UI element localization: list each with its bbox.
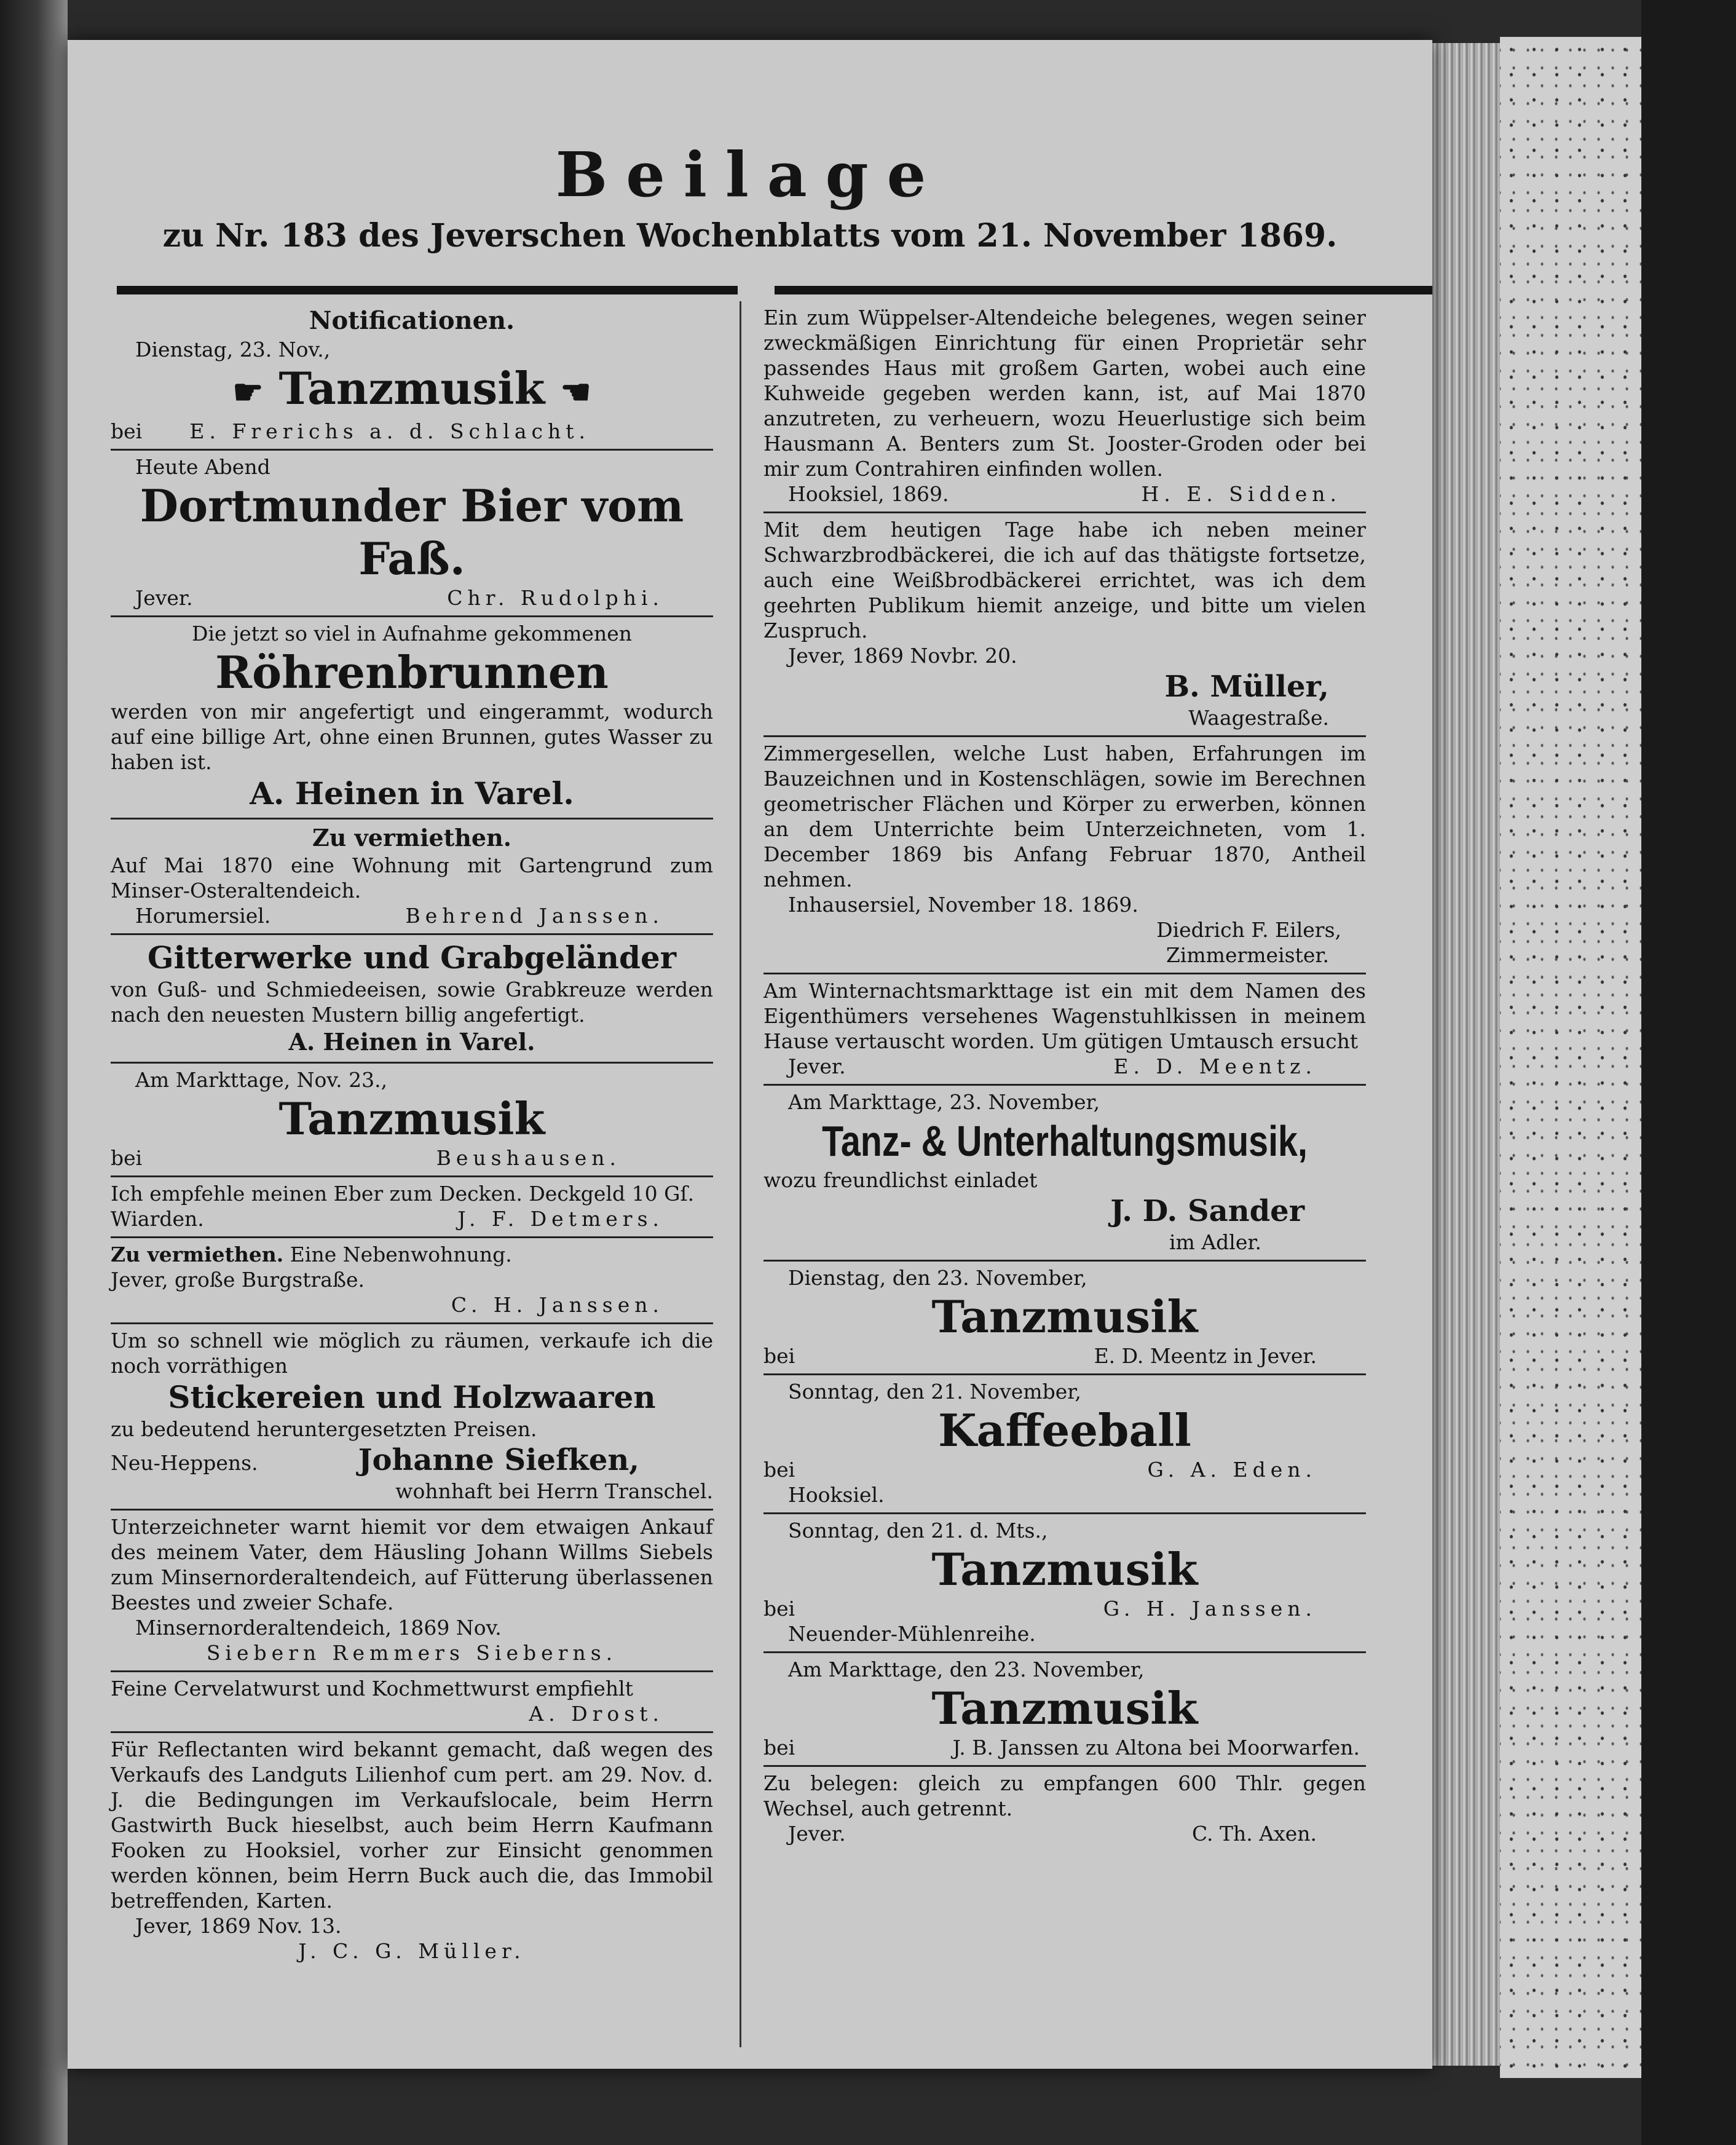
ad-place: Horumersiel. — [135, 904, 271, 928]
ad-date: Sonntag, den 21. November, — [788, 1380, 1081, 1404]
ad-name: J. B. Janssen zu Altona bei Moorwarfen. — [952, 1736, 1360, 1760]
ad-nebenwohnung — [111, 1238, 713, 1324]
ad-text: Ich empfehle meinen Eber zum Decken. Deckgeld 10 Gſ. — [111, 1182, 695, 1206]
ad-signature-note: Waagestraße. — [1188, 706, 1329, 730]
ad-place: Jever, 1869 Novbr. 20. — [788, 644, 1017, 668]
ad-place: Hooksiel. — [788, 1483, 885, 1507]
pointing-hand-right-icon: ☛ — [232, 372, 264, 413]
ad-gitterwerke — [111, 935, 713, 1064]
ad-title-text: Tanzmusik — [278, 362, 545, 414]
ad-text: Um so schnell wie möglich zu räumen, verkaufe ich die noch vorräthigen — [111, 1329, 713, 1378]
right-column — [763, 301, 1366, 1851]
ad-date: Am Markttage, 23. November, — [788, 1090, 1100, 1114]
ad-byline — [111, 419, 713, 444]
ad-byline — [111, 1206, 713, 1231]
ad-title: Gitterwerke und Grabgeländer — [147, 939, 677, 976]
ad-name: E. D. Meentz in Jever. — [1094, 1344, 1317, 1368]
ad-place: Inhausersiel, November 18. 1869. — [788, 893, 1138, 917]
ad-title-rest: Eine Nebenwohnung. — [290, 1242, 512, 1266]
ad-text: Mit dem heutigen Tage habe ich neben meiner Schwarzbrodbäckerei, die ich auf das thätigste fortsetze, auch eine Weißbrodbäckerei errichtet, was ich dem geehrten Publikum hiemit anzeige, und bitte um vielen Zuspruch. — [763, 518, 1366, 642]
bei-label: bei — [763, 1344, 795, 1368]
ad-title: Röhrenbrunnen — [215, 646, 609, 698]
ad-name: E. Frerichs a. d. Schlacht. — [189, 419, 590, 443]
ad-place: Neuender-Mühlenreihe. — [788, 1622, 1036, 1646]
ad-date: Am Markttage, den 23. November, — [788, 1657, 1145, 1681]
ad-byline — [763, 1457, 1366, 1482]
ad-tanzmusik-frerichs — [111, 301, 713, 451]
bei-label: bei — [111, 419, 143, 443]
masthead-title: Beilage — [555, 138, 945, 211]
ad-text: Zimmergesellen, welche Lust haben, Erfahrungen im Bauzeichnen und in Kostenschlägen, sowie im Berechnen geometrischer Flächen und Körper zu erwerben, können an dem Unterrichte beim Unterzeichneten, vom 1. December 1869 bis Anfang Februar 1870, Antheil nehmen. — [763, 741, 1366, 891]
ad-place: Jever. — [788, 1822, 846, 1846]
ad-byline — [763, 1054, 1366, 1079]
ad-name: Siebern Remmers Sieberns. — [206, 1641, 618, 1665]
ad-cervelatwurst — [111, 1672, 713, 1733]
ad-byline — [763, 1596, 1366, 1621]
ad-lilienhof — [111, 1733, 713, 1969]
ad-text: Unterzeichneter warnt hiemit vor dem etwaigen Ankauf des meinem Vater, dem Häusling Johann Willms Siebels zum Minsernorderaltendeich, auf Fütterung überlassenen Beestes und zweier Schafe. — [111, 1515, 713, 1614]
ad-unterhaltungsmusik — [763, 1086, 1366, 1262]
ad-tanzmusik-meentz — [763, 1262, 1366, 1375]
ad-text: Für Reflectanten wird bekannt gemacht, daß wegen des Verkaufs des Landguts Lilienhof cum pert. am 29. Nov. d. J. die Bedingungen im Verkaufslocale, beim Herrn Gastwirth Buck hieselbst, auch beim Herrn Kaufmann Fooken zu Hooksiel, vorher zur Einsicht genommen werden können, beim Herrn Buck auch die, das Immobil betreffenden, Karten. — [111, 1737, 713, 1913]
ad-byline — [763, 1343, 1366, 1369]
ad-name: Chr. Rudolphi. — [447, 586, 664, 610]
ad-title: Kaffeeball — [938, 1404, 1191, 1456]
ad-stickereien — [111, 1324, 713, 1511]
ad-name: H. E. Sidden. — [1141, 482, 1341, 506]
ad-name: G. A. Eden. — [1147, 1458, 1317, 1482]
book-speckled-edge — [1500, 37, 1641, 2078]
left-column — [111, 301, 713, 1969]
bei-label: bei — [763, 1597, 795, 1621]
left-binding-edge — [0, 0, 68, 2145]
ad-tanzmusik-altona — [763, 1653, 1366, 1767]
ad-signature-note: wohnhaft bei Herrn Transchel. — [395, 1479, 713, 1503]
ad-place: Jever, 1869 Nov. 13. — [135, 1914, 342, 1938]
ad-text2: zu bedeutend heruntergesetzten Preisen. — [111, 1417, 537, 1441]
ad-place: Jever. — [135, 586, 193, 610]
newspaper-page — [68, 40, 1432, 2069]
ad-byline — [111, 1442, 713, 1479]
ad-title: Zu vermiethen. — [312, 824, 511, 851]
ad-zu-vermiethen-janssen — [111, 820, 713, 935]
section-header: Notificationen. — [309, 306, 515, 335]
ad-date: Sonntag, den 21. d. Mts., — [788, 1519, 1048, 1543]
pointing-hand-left-icon: ☚ — [560, 372, 591, 413]
ad-place: Hooksiel, 1869. — [788, 482, 949, 506]
ad-text: Ein zum Wüppelser-Altendeiche belegenes, wegen seiner zweckmäßigen Einrichtung für einen Proprietär sehr passendes Haus mit großem Garten, wobei auch eine Kuhweide gegeben werden kann, ist, auf Mai 1870 anzutreten, zu verheuern, wozu Heuerlustige sich beim Hausmann A. Benters zum St. Jooster-Groden oder bei mir zum Contrahiren einfinden wollen. — [763, 306, 1366, 481]
ad-haus-wueppels — [763, 301, 1366, 513]
ad-signature: Diedrich F. Eilers, — [1156, 918, 1341, 942]
ad-name: C. Th. Axen. — [1191, 1822, 1317, 1846]
ad-name: J. F. Detmers. — [457, 1207, 664, 1231]
ad-byline — [763, 1735, 1366, 1760]
ad-name: A. Drost. — [529, 1702, 664, 1726]
ad-signature: J. D. Sander — [1110, 1194, 1304, 1228]
bei-label: bei — [763, 1736, 795, 1760]
ad-signature: Johanne Siefken, — [358, 1443, 639, 1477]
ad-name: E. D. Meentz. — [1113, 1054, 1317, 1078]
ad-zu-belegen — [763, 1767, 1366, 1851]
bei-label: bei — [111, 1146, 143, 1170]
ad-date: Dienstag, 23. Nov., — [135, 338, 331, 361]
ad-signature-note: im Adler. — [1169, 1230, 1261, 1254]
ad-tanzmusik-janssen — [763, 1514, 1366, 1653]
ad-title: Stickereien und Holzwaaren — [168, 1379, 656, 1415]
masthead — [68, 138, 1432, 255]
ad-byline — [111, 1145, 713, 1171]
ad-dortmunder-bier — [111, 451, 713, 617]
ad-intro: Heute Abend — [135, 455, 270, 479]
ad-name: C. H. Janssen. — [451, 1293, 664, 1317]
ad-byline — [763, 481, 1366, 507]
ad-title: Dortmunder Bier vom Faß. — [140, 480, 684, 585]
ad-date: Dienstag, den 23. November, — [788, 1266, 1087, 1290]
ad-place: Neu-Heppens. — [111, 1451, 258, 1475]
ad-name: Beushausen. — [436, 1146, 621, 1170]
ad-text: Auf Mai 1870 eine Wohnung mit Gartengrund zum Minser-Osteraltendeich. — [111, 853, 713, 903]
ad-title: Tanzmusik — [931, 1682, 1198, 1734]
ad-title: Tanzmusik — [931, 1290, 1198, 1343]
ad-wagenstuhlkissen — [763, 974, 1366, 1086]
ad-signature-note: Zimmermeister. — [1166, 943, 1329, 967]
ad-tanzmusik-beushausen — [111, 1064, 713, 1177]
ad-title: Zu vermiethen. — [111, 1242, 284, 1266]
ad-title-line — [111, 1242, 512, 1266]
ad-byline — [111, 585, 713, 610]
ad-title: Tanzmusik — [931, 1543, 1198, 1595]
ad-kaffeeball — [763, 1375, 1366, 1514]
ad-name: G. H. Janssen. — [1103, 1597, 1317, 1621]
ad-place: Jever. — [788, 1054, 846, 1078]
ad-eber — [111, 1177, 713, 1238]
ad-warnung-siebels — [111, 1511, 713, 1672]
ad-text: wozu freundlichst einladet — [763, 1168, 1038, 1192]
ad-intro: Die jetzt so viel in Aufnahme gekommenen — [191, 622, 632, 646]
header-rule-right — [775, 286, 1432, 294]
column-divider — [740, 301, 741, 2047]
right-background — [1641, 0, 1736, 2145]
ad-text: Zu belegen: gleich zu empfangen 600 Thlr. gegen Wechsel, auch getrennt. — [763, 1771, 1366, 1820]
ad-zimmergesellen — [763, 737, 1366, 974]
header-rule-left — [117, 286, 738, 294]
ad-text: Am Winternachtsmarkttage ist ein mit dem Namen des Eigenthümers versehenes Wagenstuhlkissen in meinem Hause vertauscht worden. Um gütigen Umtausch ersucht — [763, 979, 1366, 1053]
bei-label: bei — [763, 1458, 795, 1482]
ad-name: Behrend Janssen. — [405, 904, 664, 928]
ad-place: Minsernorderaltendeich, 1869 Nov. — [135, 1616, 502, 1640]
ad-place: Wiarden. — [111, 1207, 204, 1231]
ad-title: Tanzmusik — [278, 1092, 545, 1145]
ad-name: J. C. G. Müller. — [298, 1939, 526, 1963]
ad-title: Tanz- & Unterhaltungsmusik, — [822, 1117, 1308, 1165]
ad-title — [111, 362, 713, 419]
masthead-subtitle: zu Nr. 183 des Jeverschen Wochenblatts vom 21. November 1869. — [162, 217, 1338, 255]
ad-signature: A. Heinen in Varel. — [288, 1028, 535, 1056]
ad-date: Am Markttage, Nov. 23., — [135, 1068, 388, 1092]
ad-byline — [763, 1821, 1366, 1846]
ad-text: von Guß- und Schmiedeeisen, sowie Grabkreuze werden nach den neuesten Mustern billig angefertigt. — [111, 978, 713, 1027]
ad-signature: B. Müller, — [1164, 670, 1329, 704]
ad-roehrenbrunnen — [111, 617, 713, 820]
ad-byline — [111, 903, 713, 928]
page-stack-edge — [1432, 43, 1500, 2066]
ad-place: Jever, große Burgstraße. — [111, 1268, 365, 1292]
ad-weissbrodbaeckerei — [763, 513, 1366, 737]
ad-text: Feine Cervelatwurst und Kochmettwurst empfiehlt — [111, 1677, 633, 1701]
ad-signature: A. Heinen in Varel. — [250, 775, 574, 812]
ad-text: werden von mir angefertigt und eingerammt, wodurch auf eine billige Art, ohne einen Brunnen, gutes Wasser zu haben ist. — [111, 700, 713, 774]
